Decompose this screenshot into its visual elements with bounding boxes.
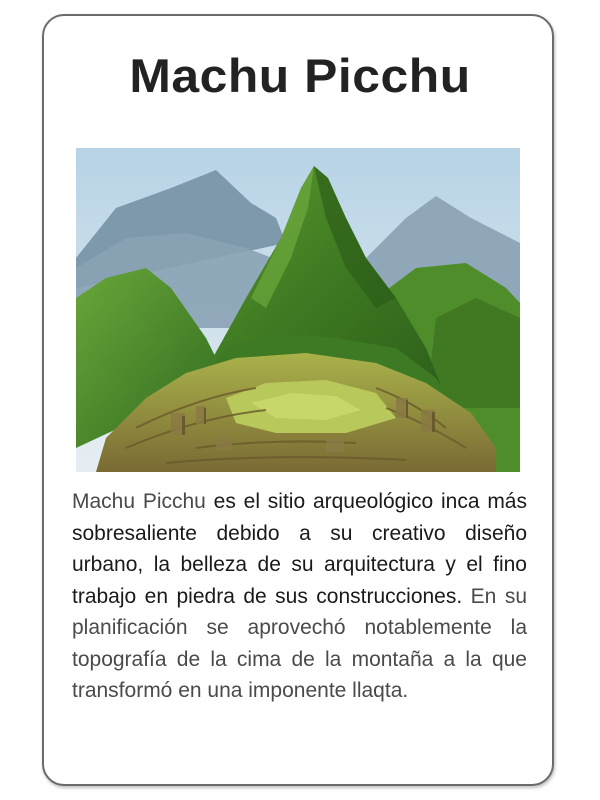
description-body: es el sitio arqueológico inca más sobresaliente debido a su creativo diseño urbano, la belleza de su arquitectura y el fino trabajo en piedra de sus construcciones. <box>72 490 527 608</box>
description-tail: En su planificación se aprovechó notablemente la topografía de la cima de la montaña a la que transformó en una imponente llaqta. <box>72 584 527 702</box>
card-title: Machu Picchu <box>129 49 471 102</box>
machu-picchu-illustration <box>76 148 520 472</box>
description-lead: Machu Picchu <box>72 490 206 513</box>
machu-picchu-picture <box>76 148 520 472</box>
card-description <box>72 486 527 707</box>
